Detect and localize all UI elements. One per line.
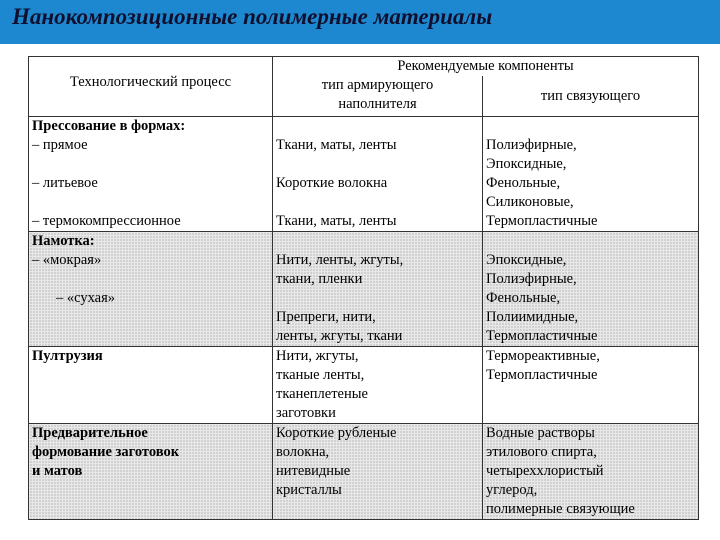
filler-text: Ткани, маты, ленты — [276, 213, 397, 229]
binder-text: Полиэфирные, — [486, 271, 577, 287]
process-sub: – «сухая» — [56, 290, 116, 306]
filler-text: Нити, ленты, жгуты, — [276, 252, 404, 268]
filler-text: кристаллы — [276, 482, 342, 498]
table-row — [29, 232, 699, 347]
binder-cell — [483, 232, 699, 347]
filler-cell — [273, 424, 483, 520]
binder-cell — [483, 347, 699, 424]
filler-text: Нити, жгуты, — [276, 348, 359, 364]
process-cell — [29, 347, 273, 424]
table-row — [29, 424, 699, 520]
binder-cell — [483, 117, 699, 232]
process-title: Намотка: — [32, 233, 95, 249]
filler-text: ткани, пленки — [276, 271, 363, 287]
process-sub: – литьевое — [32, 175, 98, 191]
filler-text: тканеплетеные — [276, 386, 368, 402]
process-cell — [29, 117, 273, 232]
binder-text: Фенольные, — [486, 175, 561, 191]
slide-title: Нанокомпозиционные полимерные материалы — [12, 4, 493, 29]
components-table — [28, 56, 699, 520]
binder-text: Полиимидные, — [486, 309, 579, 325]
process-title: Предварительное — [32, 425, 148, 441]
binder-text: полимерные связующие — [486, 501, 635, 517]
filler-text: Препреги, нити, — [276, 309, 376, 325]
title-bar — [0, 0, 720, 44]
filler-text: ленты, жгуты, ткани — [276, 328, 403, 344]
process-sub: – «мокрая» — [32, 252, 102, 268]
binder-cell — [483, 424, 699, 520]
binder-text: Водные растворы — [486, 425, 595, 441]
process-title: Прессование в формах: — [32, 118, 186, 134]
filler-cell — [273, 347, 483, 424]
filler-text: Короткие волокна — [276, 175, 388, 191]
filler-text: волокна, — [276, 444, 330, 460]
binder-text: четыреххлористый — [486, 463, 604, 479]
binder-text: углерод, — [486, 482, 538, 498]
table-header-row — [29, 57, 699, 77]
process-sub: – термокомпрессионное — [32, 213, 181, 229]
filler-text: Ткани, маты, ленты — [276, 137, 397, 153]
binder-text: Эпоксидные, — [486, 252, 567, 268]
filler-cell — [273, 232, 483, 347]
process-title: формование заготовок — [32, 444, 180, 460]
filler-text: заготовки — [276, 405, 336, 421]
table-row — [29, 117, 699, 232]
process-cell — [29, 424, 273, 520]
header-filler-line: тип армирующего — [321, 77, 434, 93]
filler-text: нитевидные — [276, 463, 351, 479]
binder-text: Силиконовые, — [486, 194, 574, 210]
filler-text: Короткие рубленые — [276, 425, 397, 441]
header-process: Технологический процесс — [29, 57, 273, 117]
binder-text: Термореактивные, — [486, 348, 600, 364]
binder-text: этилового спирта, — [486, 444, 597, 460]
binder-text: Полиэфирные, — [486, 137, 577, 153]
process-cell — [29, 232, 273, 347]
table-row — [29, 347, 699, 424]
filler-text: тканые ленты, — [276, 367, 365, 383]
header-recommended: Рекомендуемые компоненты — [273, 57, 699, 77]
header-filler-line: наполнителя — [338, 96, 417, 112]
process-sub: – прямое — [32, 137, 88, 153]
binder-text: Фенольные, — [486, 290, 561, 306]
header-binder-type: тип связующего — [483, 76, 699, 117]
header-filler-type — [273, 76, 483, 117]
process-title: Пултрузия — [32, 348, 103, 364]
binder-text: Термопластичные — [486, 213, 598, 229]
binder-text: Эпоксидные, — [486, 156, 567, 172]
binder-text: Термопластичные — [486, 367, 598, 383]
filler-cell — [273, 117, 483, 232]
binder-text: Термопластичные — [486, 328, 598, 344]
process-title: и матов — [32, 463, 83, 479]
